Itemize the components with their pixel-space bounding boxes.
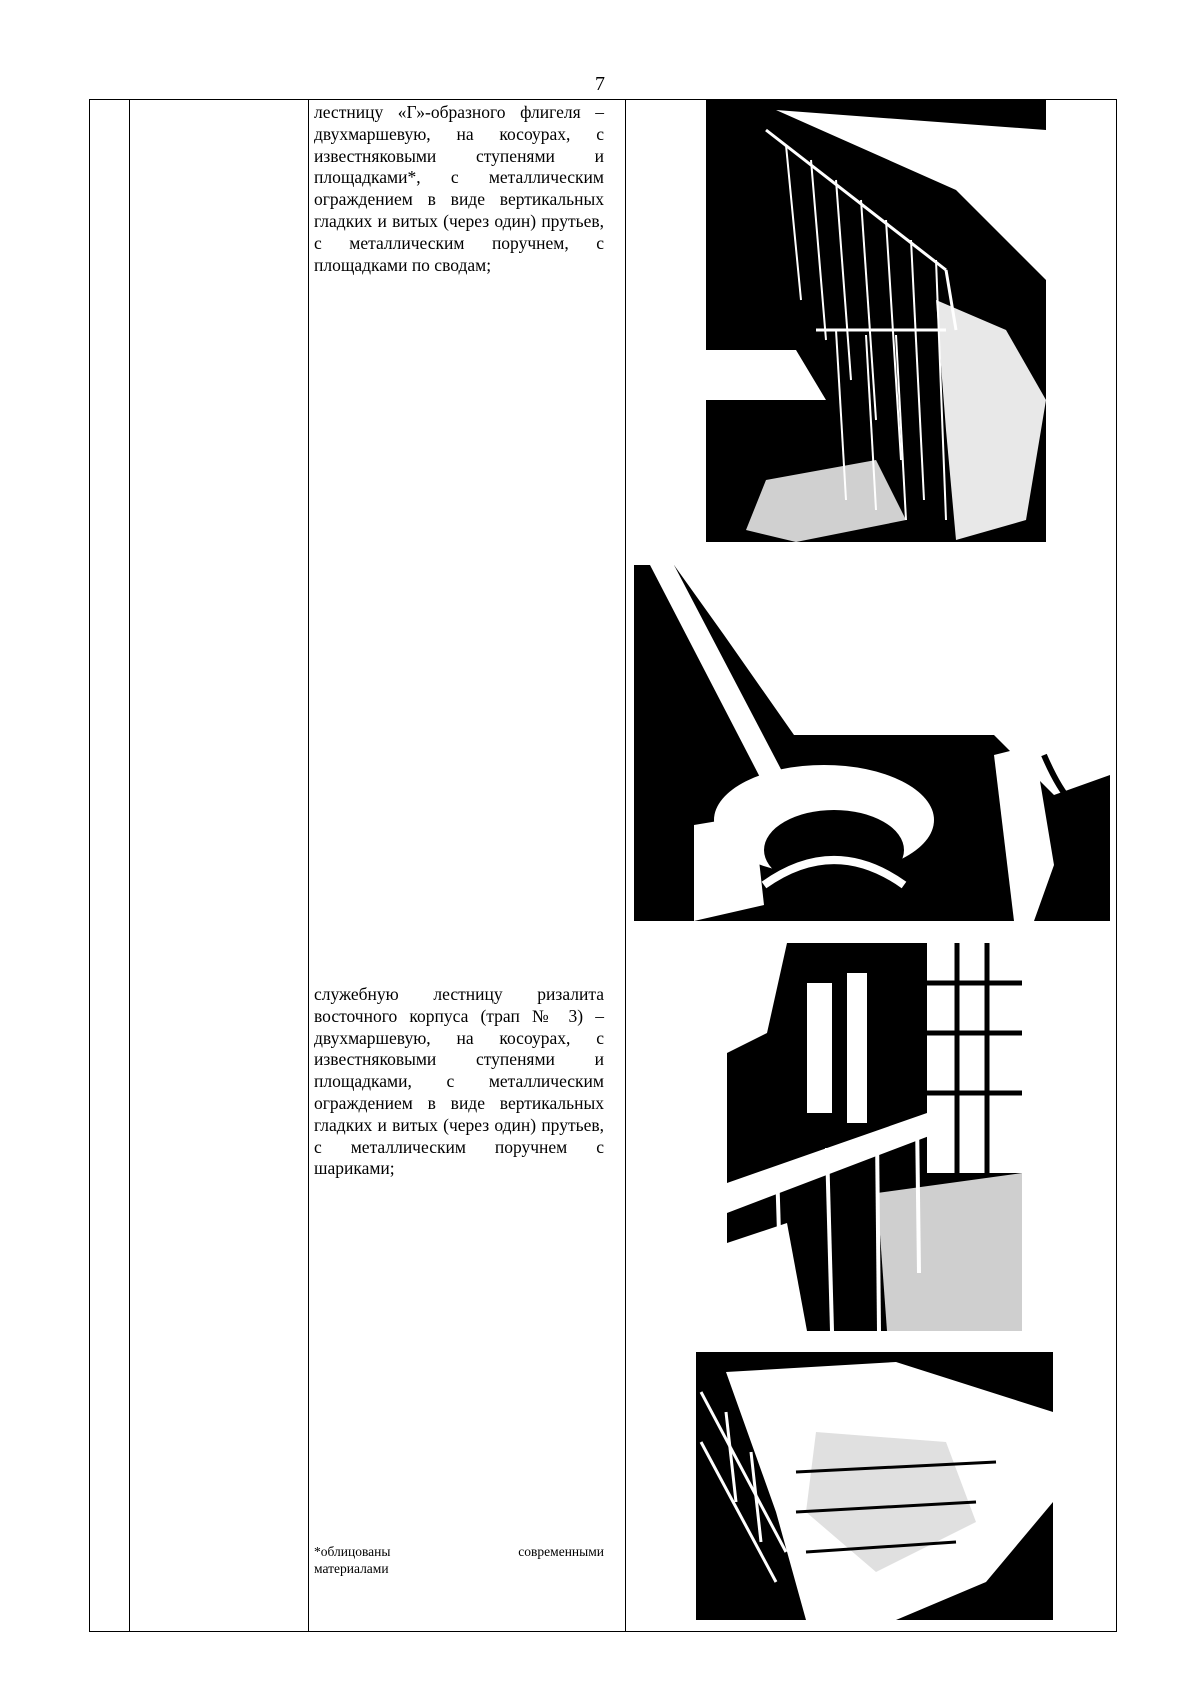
staircase-photo-3	[727, 943, 1022, 1331]
entry-text-2: служебную лестницу ризалита восточного корпуса (трап № 3) – двухмаршевую, на косоурах, с известняковыми ступенями и площадками, с металлическим ограждением в виде вертикальных гладких и витых (через один) прутьев, с металлическим поручнем с шариками;	[314, 984, 604, 1179]
column-divider-1	[129, 100, 130, 1631]
footnote-line-2: материалами	[314, 1561, 389, 1576]
footnote-line-1: *облицованы современными	[314, 1544, 604, 1559]
column-divider-3	[625, 100, 626, 1631]
staircase-photo-1	[706, 100, 1046, 542]
entry-text-1: лестницу «Г»-образного флигеля – двухмаршевую, на косоурах, с известняковыми ступенями и площадками*, с металлическим ограждением в виде вертикальных гладких и витых (через один) прутьев, с металлическим поручнем, с площадками по сводам;	[314, 102, 604, 275]
column-divider-2	[308, 100, 309, 1631]
staircase-photo-2	[634, 565, 1110, 921]
footnote	[314, 1543, 604, 1577]
staircase-photo-4	[696, 1352, 1053, 1620]
document-table	[89, 99, 1117, 1632]
page-number: 7	[595, 73, 605, 95]
